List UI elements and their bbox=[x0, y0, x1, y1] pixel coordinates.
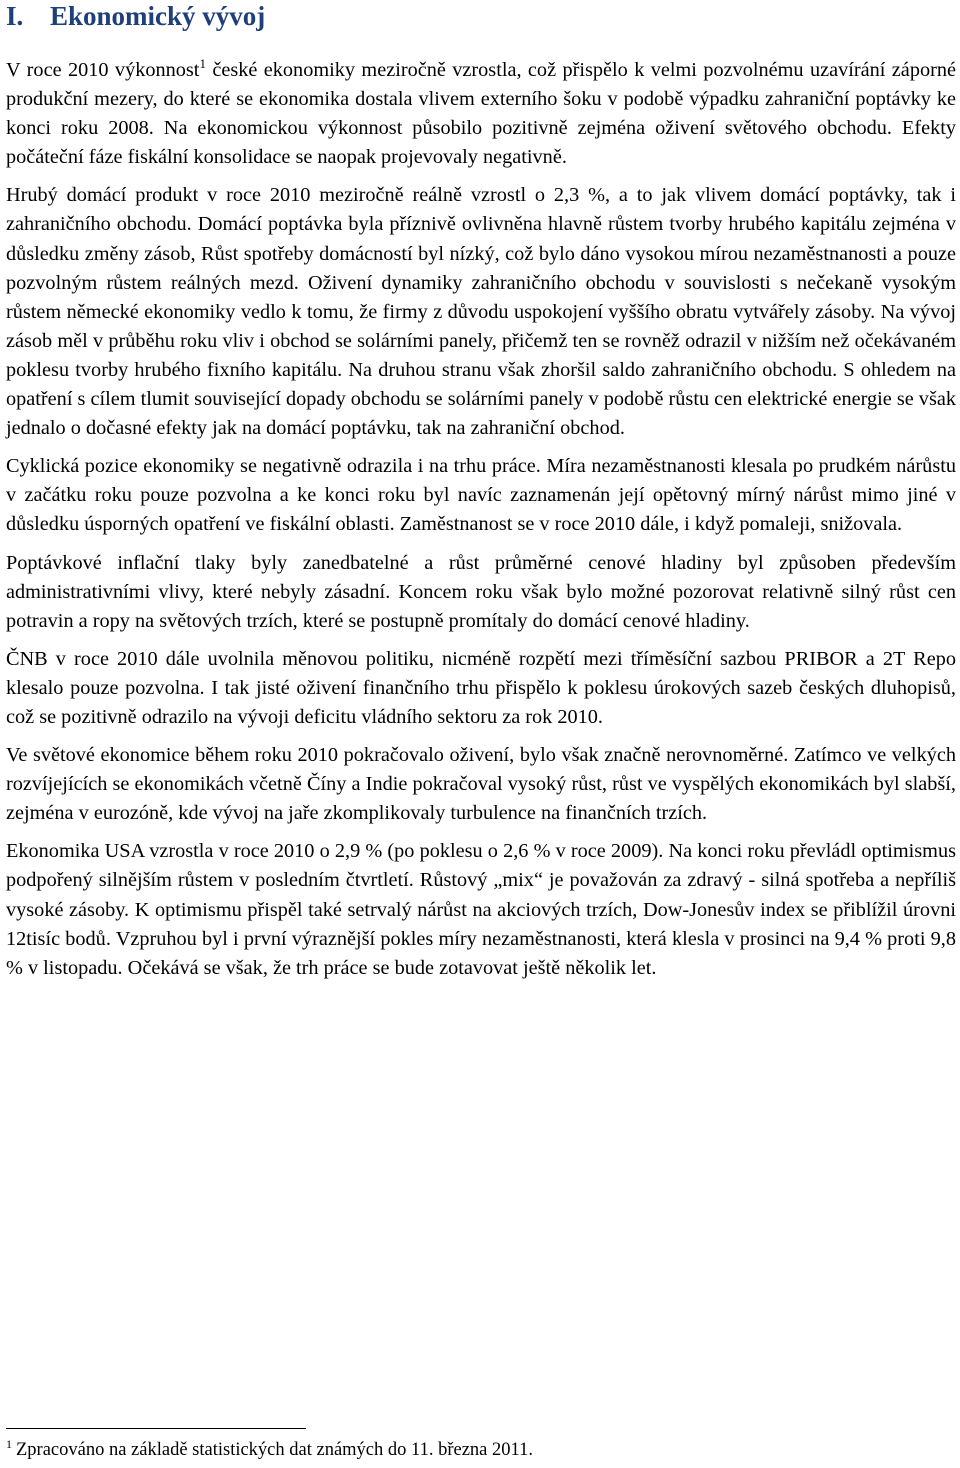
footnote-text: Zpracováno na základě statistických dat známých do 11. března 2011. bbox=[16, 1440, 533, 1460]
footnote bbox=[6, 1438, 533, 1462]
footnote-separator bbox=[6, 1428, 306, 1429]
section-heading bbox=[6, 0, 956, 36]
paragraph-monetary-policy: ČNB v roce 2010 dále uvolnila měnovou politiku, nicméně rozpětí mezi tříměsíční sazbou PRIBOR a 2T Repo klesalo pouze pozvolna. I tak jisté oživení finančního trhu přispělo k poklesu úrokových sazeb českých dluhopisů, což se pozitivně odrazilo na vývoji deficitu vládního sektoru za rok 2010. bbox=[6, 647, 956, 728]
paragraph-usa-economy: Ekonomika USA vzrostla v roce 2010 o 2,9 % (po poklesu o 2,6 % v roce 2009). Na konci roku převládl optimismus podpořený silnějším růstem v posledním čtvrtletí. Růstový „mix“ je považován za zdravý - silná spotřeba a nepříliš vysoké zásoby. K optimismu přispěl také setrvalý nárůst na akciových trzích, Dow-Jonesův index se přiblížil úrovni 12tisíc bodů. Vzpruhou byl i první výraznější pokles míry nezaměstnanosti, která klesla v prosinci na 9,4 % proti 9,8 % v listopadu. Očekává se však, že trh práce se bude zotavovat ještě několik let. bbox=[6, 840, 956, 979]
paragraph-labour-market: Cyklická pozice ekonomiky se negativně odrazila i na trhu práce. Míra nezaměstnanosti klesala po prudkém nárůstu v začátku roku pouze pozvolna a ke konci roku byl navíc zaznamenán její opětovný mírný nárůst mimo jiné v důsledku úsporných opatření ve fiskální oblasti. Zaměstnanost se v roce 2010 dále, i když pomaleji, snižovala. bbox=[6, 455, 956, 536]
paragraph-world-economy: Ve světové ekonomice během roku 2010 pokračovalo oživení, bylo však značně nerovnoměrné. Zatímco ve velkých rozvíjejících se ekonomikách včetně Číny a Indie pokračoval vysoký růst, růst ve vyspělých ekonomikách byl slabší, zejména v eurozóně, kde vývoj na jaře zkomplikovaly turbulence na finančních trzích. bbox=[6, 744, 956, 825]
footnote-reference: 1 bbox=[199, 56, 206, 72]
document-page bbox=[6, 0, 956, 983]
footnote-number: 1 bbox=[6, 1436, 12, 1451]
paragraph-gdp: Hrubý domácí produkt v roce 2010 meziročně reálně vzrostl o 2,3 %, a to jak vlivem domácí poptávky, tak i zahraničního obchodu. Domácí poptávka byla příznivě ovlivněna hlavně růstem tvorby hrubého kapitálu zejména v důsledku změny zásob, Růst spotřeby domácností byl nízký, což bylo dáno vysokou mírou nezaměstnanosti a pouze pozvolným růstem reálných mezd. Oživení dynamiky zahraničního obchodu v souvislosti s nečekaně vysokým růstem německé ekonomiky vedlo k tomu, že firmy z důvodu uspokojení vyššího obratu vytvářely zásoby. Na vývoj zásob měl v průběhu roku vliv i obchod se solárními panely, přičemž ten se rovněž odrazil v nižším než očekávaném poklesu tvorby hrubého fixního kapitálu. Na druhou stranu však zhoršil saldo zahraničního obchodu. S ohledem na opatření s cílem tlumit související dopady obchodu se solárními panely v podobě růstu cen elektrické energie se však jednalo o dočasné efekty jak na domácí poptávku, tak na zahraniční obchod. bbox=[6, 184, 956, 440]
paragraph-inflation: Poptávkové inflační tlaky byly zanedbatelné a růst průměrné cenové hladiny byl způsoben především administrativními vlivy, které nebyly zásadní. Koncem roku však bylo možné pozorovat relativně silný růst cen potravin a ropy na světových trzích, které se postupně promítaly do domácí cenové hladiny. bbox=[6, 551, 956, 632]
section-title: Ekonomický vývoj bbox=[50, 1, 266, 31]
paragraph-text-start: V roce 2010 výkonnost bbox=[6, 59, 200, 81]
paragraph-text-rest: české ekonomiky meziročně vzrostla, což přispělo k velmi pozvolnému uzavírání záporné produkční mezery, do které se ekonomika dostala vlivem externího šoku v podobě výpadku zahraniční poptávky ke konci roku 2008. Na ekonomickou výkonnost působilo pozitivně zejména oživení světového obchodu. Efekty počáteční fáze fiskální konsolidace se naopak projevovaly negativně. bbox=[6, 59, 956, 169]
paragraph-economic-performance bbox=[6, 56, 956, 172]
section-number: I. bbox=[6, 1, 24, 31]
